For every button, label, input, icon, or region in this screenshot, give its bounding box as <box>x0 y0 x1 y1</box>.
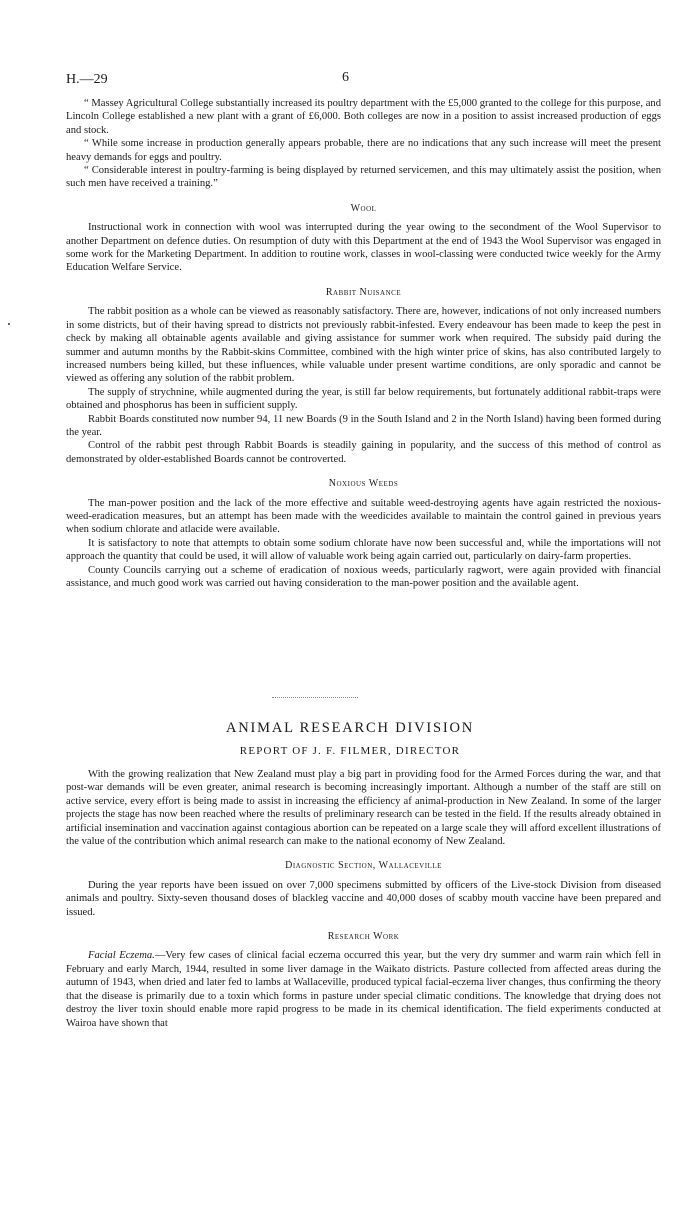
rabbit-paragraph: The rabbit position as a whole can be viewed as reasonably satisfactory. There are, however, indications of not only increased numbers in some districts, but of their having spread to districts not previously rabbit-infested. Every endeavour has been made to keep the pest in check by making all obtainable agents available and giving assistance for summer work when required. The subsidy paid during the summer and autumn months by the Rabbit-skins Committee, combined with the high winter price of skins, has also contributed largely to increased numbers being killed, but these influences, while valuable under present wartime conditions, are only sporadic and cannot be viewed as offering any solution of the rabbit problem. <box>66 306 661 385</box>
wool-paragraph: Instructional work in connection with wool was interrupted during the year owing to the secondment of the Wool Supervisor to another Department on defence duties. On resumption of duty with this Department at the end of 1943 the Wool Supervisor was engaged in some work for the Marketing Department. In addition to routine work, classes in wool-classing were conducted twice weekly for the Army Education Welfare Service. <box>66 222 661 274</box>
research-paragraph <box>66 949 661 1029</box>
weeds-paragraph: County Councils carrying out a scheme of eradication of noxious weeds, particularly ragwort, were again provided with financial assistance, and much good work was carried out having consideration to the man-power position and the available agent. <box>66 564 661 589</box>
research-paragraph-text: —Very few cases of clinical facial eczema occurred this year, but the very dry summer and warm rain which fell in February and early March, 1944, resulted in some liver damage in the Waikato districts. Pasture collected from affected areas during the autumn of 1943, when dried and later fed to lambs at Wallaceville, produced typical facial-eczema liver changes, thus confirming the theory that the disease is primarily due to a toxin which forms in pasture under special climatic conditions. The knowledge that drying does not destroy the liver toxin should enable more rapid progress to be made in its chemical identification. The field experiments conducted at Wairoa have shown that <box>66 950 661 1029</box>
quote-paragraph: “ Considerable interest in poultry-farming is being displayed by returned servicemen, and this may ultimately assist the position, when such men have received a training.” <box>66 165 661 190</box>
upper-text-column <box>66 97 661 590</box>
division-title: ANIMAL RESEARCH DIVISION <box>225 720 475 736</box>
quote-paragraph: “ While some increase in production generally appears probable, there are no indications that any such increase will meet the present heavy demands for eggs and poultry. <box>66 138 661 163</box>
document-reference: H.—29 <box>66 72 108 87</box>
quote-paragraph: “ Massey Agricultural College substantially increased its poultry department with the £5,000 granted to the college for this purpose, and Lincoln College established a new plant with a grant of £6,000. Both colleges are now in a position to assist increased production of eggs and stock. <box>66 98 661 136</box>
section-heading-noxious-weeds: Noxious Weeds <box>328 478 399 490</box>
weeds-paragraph: The man-power position and the lack of the more effective and suitable weed-destroying agents have again restricted the noxious-weed-eradication measures, but an attempt has been made with the weedicides available to maintain the control gained in previous years when sodium chlorate and atlacide were available. <box>66 497 661 536</box>
section-divider <box>272 697 358 698</box>
section-heading-diagnostic: Diagnostic Section, Wallaceville <box>285 860 442 872</box>
margin-mark <box>8 323 10 325</box>
rabbit-paragraph: Control of the rabbit pest through Rabbit Boards is steadily gaining in popularity, and the success of this method of control as demonstrated by older-established Boards cannot be controverted. <box>66 440 661 465</box>
section-heading-wool: Wool <box>350 202 377 214</box>
section-heading-rabbit-nuisance: Rabbit Nuisance <box>325 286 402 298</box>
diagnostic-paragraph: During the year reports have been issued on over 7,000 specimens submitted by officers of the Live-stock Division from diseased animals and poultry. Sixty-seven thousand doses of blackleg vaccine and 40,000 doses of scabby mouth vaccine have been prepared and issued. <box>66 879 661 918</box>
weeds-paragraph: It is satisfactory to note that attempts to obtain some sodium chlorate have now been successful and, while the importations will not approach the quantity that could be used, it will allow of valuable work being again carried out, particularly on dairy-farm properties. <box>66 537 661 563</box>
division-subtitle: REPORT OF J. F. FILMER, DIRECTOR <box>239 745 461 757</box>
research-lead-term: Facial Eczema. <box>88 950 155 962</box>
lower-text-column <box>66 768 661 1030</box>
rabbit-paragraph: The supply of strychnine, while augmented during the year, is still far below requirements, but fortunately additional rabbit-traps were obtained and phosphorus has been in sufficient supply. <box>66 386 661 412</box>
rabbit-paragraph: Rabbit Boards constituted now number 94, 11 new Boards (9 in the South Island and 2 in the North Island) having been formed during the year. <box>66 413 661 438</box>
section-heading-research-work: Research Work <box>327 931 400 943</box>
division-intro-paragraph: With the growing realization that New Zealand must play a big part in providing food for the Armed Forces during the war, and that post-war demands will be even greater, animal research is becoming increasingly important. Although a number of the staff are still on active service, every effort is being made to assist in increasing the efficiency af animal-production in New Zealand. In some of the larger projects the stage has now been reached where the results of preliminary research can be tested in the field. If the results already obtained in artificial insemination and vaccination against contagious abortion can be repeated on a large scale they will afford excellent illustrations of the value of the contribution which animal research can make to the national economy of New Zealand. <box>66 769 661 848</box>
page-number: 6 <box>342 70 349 85</box>
